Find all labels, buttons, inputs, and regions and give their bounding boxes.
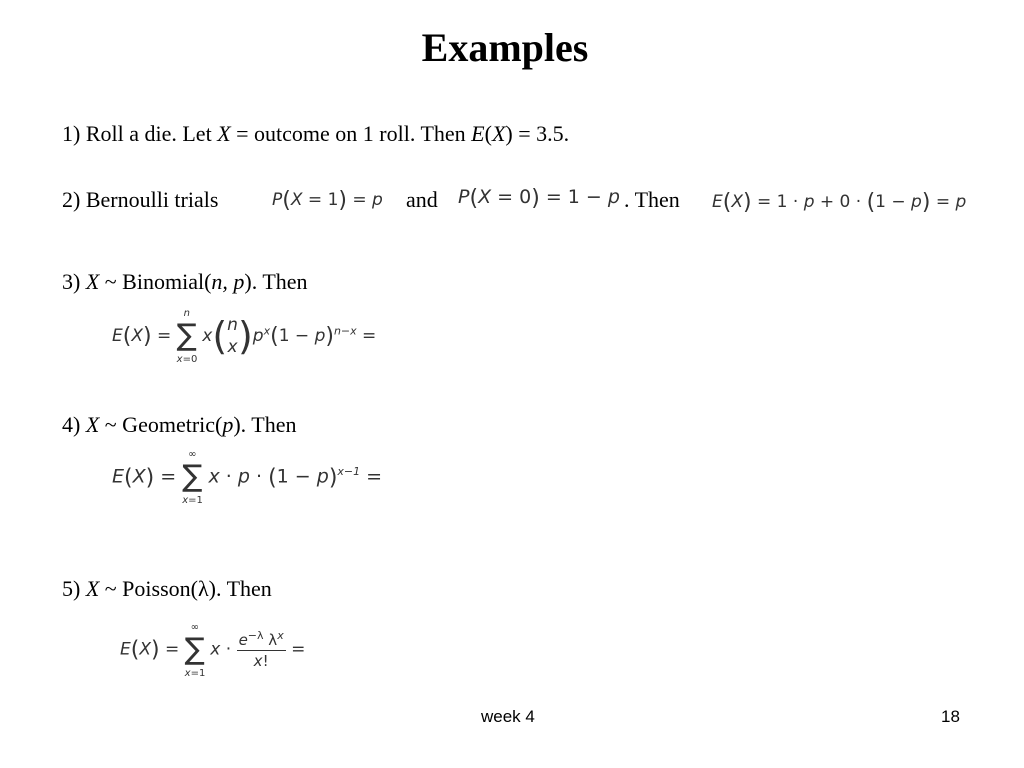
- item-2: [62, 187, 218, 213]
- item-1-text-mid: = outcome on 1 roll. Then: [230, 121, 472, 146]
- item-4-text-post: ). Then: [233, 412, 297, 437]
- item-5-number: 5): [62, 576, 81, 601]
- geometric-expectation-formula: E(X) = ∞ ∑ x=1 $x \cdot p \cdot (1 - p)^{x-1}$ =: [112, 449, 383, 506]
- item-4: [62, 412, 297, 438]
- footer-week-label: week 4: [481, 707, 535, 726]
- footer-page-number: 18: [941, 707, 960, 726]
- item-3-text-pre: ~ Binomial(: [99, 269, 212, 294]
- item-5-var: X: [85, 576, 100, 601]
- item-1-number: 1): [62, 121, 81, 146]
- bernoulli-expectation-formula: E(X) = 1 · p + 0 · (1 − p) = p: [712, 190, 967, 215]
- item-2-then: . Then: [624, 187, 680, 212]
- item-1-paren-close: ): [505, 121, 513, 146]
- item-3-arg1: n,: [211, 269, 228, 294]
- sum-symbol: ∞ ∑ x=1: [182, 449, 203, 506]
- bernoulli-p1-formula: P(X = 1) = p: [272, 188, 383, 213]
- item-1-var: X: [217, 121, 231, 146]
- item-3-number: 3): [62, 269, 81, 294]
- item-3-arg2: p: [227, 269, 245, 294]
- item-1-text-pre: Roll a die. Let: [80, 121, 218, 146]
- slide-title: Examples: [421, 25, 589, 70]
- item-2-and: and: [406, 187, 438, 212]
- item-2-text: Bernoulli trials: [80, 187, 219, 212]
- item-5-text-pre: ~ Poisson(λ). Then: [99, 576, 272, 601]
- item-4-arg1: p: [222, 412, 234, 437]
- sum-symbol: ∞ ∑ x=1: [184, 621, 206, 679]
- item-3: [62, 269, 308, 295]
- item-4-var: X: [85, 412, 100, 437]
- item-3-var: X: [85, 269, 100, 294]
- poisson-expectation-formula: E(X) = ∞ ∑ x=1 x · $\frac{e^{-\lambda} \lambda^x}{x!}$ =: [120, 621, 306, 679]
- item-1-text-post: = 3.5.: [512, 121, 570, 146]
- poisson-fraction: $\frac{e^{-\lambda} \lambda^x}{x!}$: [238, 629, 284, 670]
- item-5: [62, 576, 272, 602]
- sum-symbol: n ∑ x=0: [176, 308, 198, 365]
- item-1-var-2: X: [491, 121, 506, 146]
- item-1: [62, 121, 569, 147]
- binomial-expectation-formula: E(X) = n ∑ x=0 x(n $x)p^x(1 - p)^{n-x}$ =: [112, 308, 377, 365]
- item-1-paren-open: (: [484, 121, 492, 146]
- item-4-text-pre: ~ Geometric(: [99, 412, 223, 437]
- item-4-number: 4): [62, 412, 81, 437]
- item-3-text-post: ). Then: [244, 269, 308, 294]
- item-1-expect: E: [471, 121, 485, 146]
- item-2-number: 2): [62, 187, 81, 212]
- bernoulli-p0-formula: P(X = 0) = 1 − p: [458, 186, 620, 211]
